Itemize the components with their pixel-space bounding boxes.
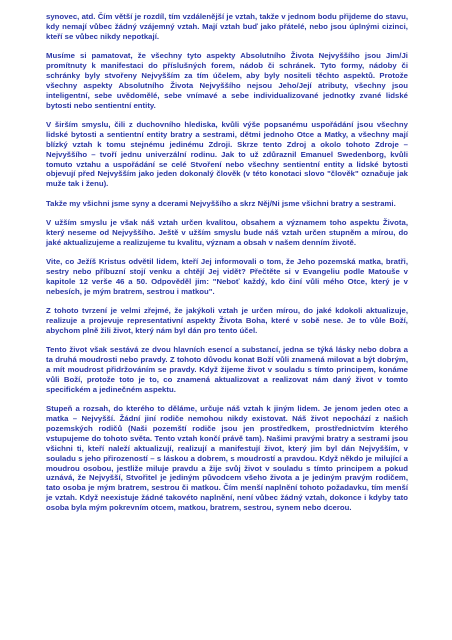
paragraph-9: Stupeň a rozsah, do kterého to děláme, určuje náš vztah k jiným lidem. Je jenom jeden otec a matka – Nejvyšší. Žádní jiní rodiče nemohou nikdy existovat. Náš život nepochází z našich pozemských rodičů (Naši pozemští rodiče jsou jen prostředkem, prostřednictvím kterého vstupujeme do tohoto světa. Tento vztah končí právě tam). Našimi pravými bratry a sestrami jsou všichni ti, kteří naleží aktualizují, realizují a manifestují život, který jim byl dán Nejvyšším, v souladu s jeho přirozeností – s láskou a dobrem, s moudrostí a pravdou. Když někdo je milující a moudrou osobou, jestliže miluje pravdu a žije svůj život v souladu s tímto principem a pokud uznává, že Nejvyšší, Stvořitel je jediným původcem všeho života a je jediným pravým rodičem, tato osoba je mým bratrem, sestrou či matkou. Čím menší naplnění tohoto požadavku, tím menší je vztah. Když neexistuje žádné takovéto naplnění, není vůbec žádný vztah, dokonce i kdyby tato osoba byla mým pokrevním otcem, matkou, bratrem, sestrou, synem nebo dcerou. xyxy=(46,404,408,513)
paragraph-1: synovec, atd. Čím větší je rozdíl, tím vzdálenější je vztah, takže v jednom bodu přijdeme do stavu, kdy nemají vůbec žádný vzájemný vztah. Mají vztah buď jako přátelé, nebo jsou úplnými cizinci, kteří se vůbec nikdy nepotkají. xyxy=(46,12,408,41)
paragraph-7: Z tohoto tvrzení je velmi zřejmé, že jakýkoli vztah je určen mírou, do jaké kdokoli aktualizuje, realizuje a projevuje representativní aspekty Života Boha, které v sobě nese. Je to vůle Boží, abychom plně žili život, který nám byl dán pro tento účel. xyxy=(46,306,408,335)
paragraph-4: Takže my všichni jsme syny a dcerami Nejvyššího a skrz Něj/Ni jsme všichni bratry a sestrami. xyxy=(46,198,396,208)
paragraph-8: Tento život však sestává ze dvou hlavních esencí a substancí, jedna se týká lásky nebo dobra a ta druhá moudrosti nebo pravdy. Z tohoto důvodu konat Boží vůli znamená milovat a být dobrým, a mít moudrost přidržováním se pravdy. Když žijeme život v souladu s tímto principem, konáme vůli Boží, protože toto je to, co znamená aktualizovat a realizovat nám daný život v tomto specifickém a jedinečném aspektu. xyxy=(46,345,408,394)
paragraph-2: Musíme si pamatovat, že všechny tyto aspekty Absolutního Života Nejvyššího jsou Jim/Ji promítnuty k manifestaci do příslušných forem, nádob či schránek. Tyto formy, nádoby či schránky byly stvořeny Nejvyšším za tím účelem, aby byly nositeli těchto aspektů. Protože všechny aspekty Absolutního Života Nejvyššího nejsou Jeho/Její atributy, všechny jsou inteligentní, sebe uvědomělé, sebe vnímavé a sebe individualizované jednotky zvané lidské bytosti nebo sentientní entity. xyxy=(46,51,408,110)
paragraph-5: V užším smyslu je však náš vztah určen kvalitou, obsahem a významem toho aspektu Života, který neseme od Nejvyššího. Ještě v užším smyslu bude náš vztah určen stupněm a mírou, do jaké aktualizujeme a realizujeme tu kvalitu, význam a obsah v našem denním životě. xyxy=(46,217,408,247)
paragraph-3: V širším smyslu, čili z duchovního hlediska, kvůli výše popsanému uspořádání jsou všechny lidské bytosti a sentientní entity bratry a sestrami, dětmi jednoho Otce a Matky, a všechny mají blízký vztah k tomu stejnému jedinému Zdroji. Skrze tento Zdroj a okolo tohoto Zdroje – Nejvyššího – tvoří jednu univerzální rodinu. Jak to už zdůraznil Emanuel Swedenborg, kvůli tomuto vztahu a uspořádání se celé Stvoření nebo všechny sentientní entity a lidské bytosti objevují před Nejvyšším jako jeden dokonalý člověk (v této konotaci slovo "člověk" označuje jak muže tak i ženu). xyxy=(46,119,408,189)
paragraph-6: Vite, co Ježíš Kristus odvětil lidem, kteří Jej informovali o tom, že Jeho pozemská matka, bratři, sestry nebo příbuzní stojí venku a chtějí Jej vidět? Přečtěte si v Evangeliu podle Matouše v kapitole 12 verše 46 a 50. Odpověděl jim: "Neboť každý, kdo činí vůli mého Otce, který je v nebesích, je mým bratrem, sestrou i matkou". xyxy=(46,257,408,296)
